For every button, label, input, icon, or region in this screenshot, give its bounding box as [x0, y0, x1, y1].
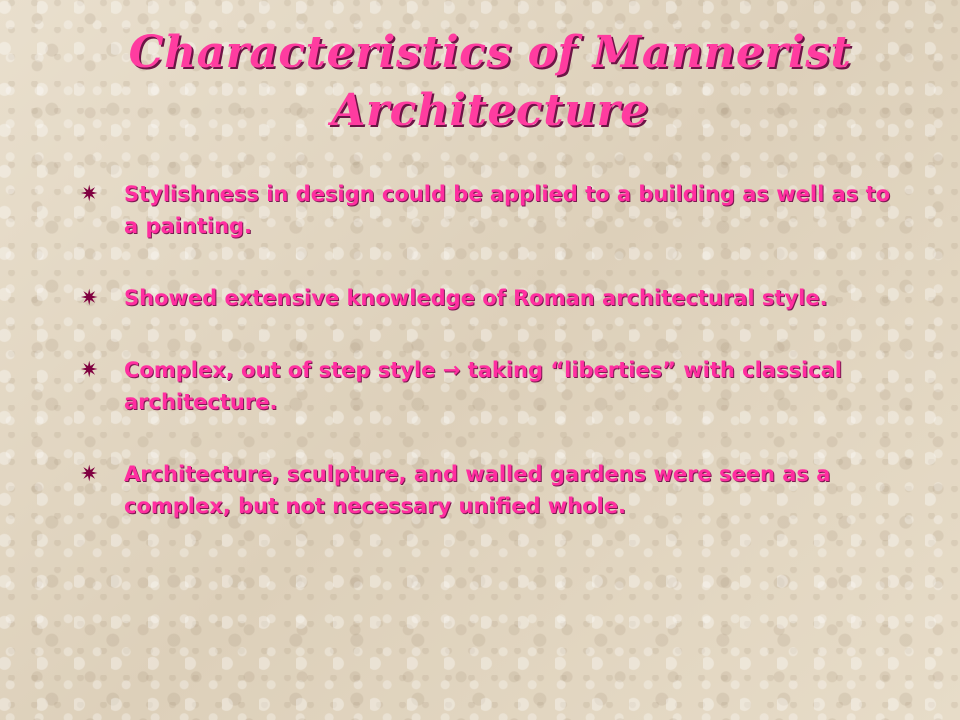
bullet-item: [80, 178, 900, 242]
asterisk-star-icon: ✷: [80, 182, 99, 207]
bullet-item: [80, 282, 900, 314]
bullet-text: Architecture, sculpture, and walled gardens were seen as a complex, but not necessary unified whole.: [124, 462, 831, 518]
asterisk-star-icon: ✷: [80, 462, 99, 487]
bullet-text: [124, 358, 842, 414]
bullet-text-after: taking “liberties” with classical architecture.: [124, 358, 842, 414]
asterisk-star-icon: ✷: [80, 358, 99, 383]
bullet-item: [80, 458, 900, 522]
bullet-list: [80, 178, 900, 562]
right-arrow-icon: →: [442, 358, 461, 382]
bullet-text: Stylishness in design could be applied to a building as well as to a painting.: [124, 182, 891, 238]
slide-title: Characteristics of Mannerist Architecture: [128, 27, 852, 136]
asterisk-star-icon: ✷: [80, 286, 99, 311]
bullet-text-before: Complex, out of step style: [124, 358, 443, 382]
bullet-item: [80, 354, 900, 418]
bullet-text: Showed extensive knowledge of Roman architectural style.: [124, 286, 828, 310]
